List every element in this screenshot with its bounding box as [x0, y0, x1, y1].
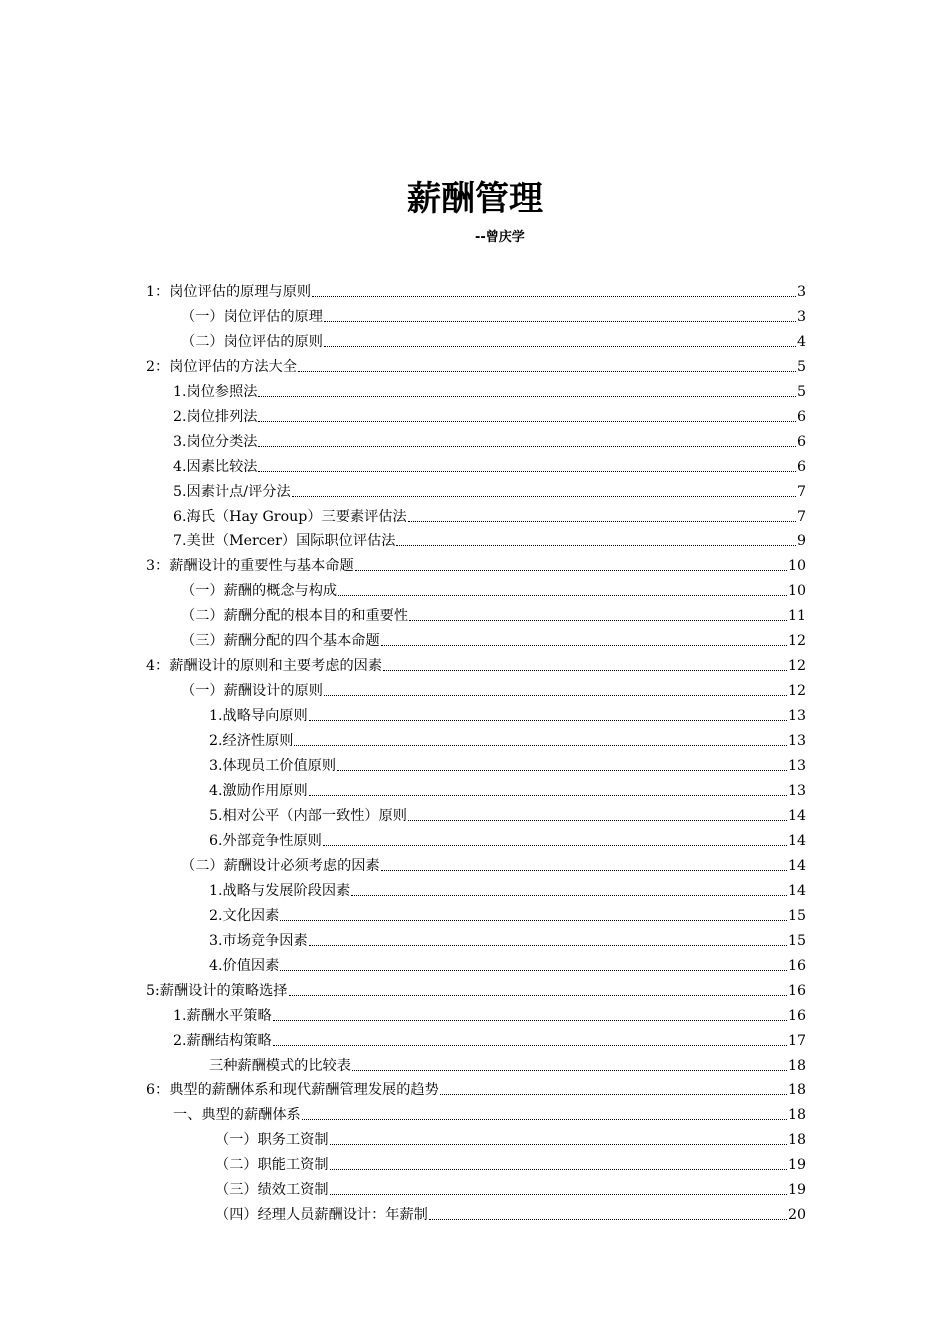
toc-entry[interactable]: [0, 526, 806, 551]
toc-leader-dots: [323, 835, 787, 846]
toc-leader-dots: [408, 511, 796, 522]
toc-entry[interactable]: [0, 1025, 806, 1050]
toc-entry-page-number: 19: [787, 1157, 806, 1174]
toc-entry-page-number: 5: [796, 358, 806, 375]
toc-entry-label: 2.文化因素: [209, 907, 280, 924]
toc-entry-label: 4：薪酬设计的原则和主要考虑的因素: [146, 658, 383, 675]
toc-entry-label: 4.因素比较法: [173, 458, 258, 475]
toc-leader-dots: [298, 361, 796, 372]
toc-entry[interactable]: [0, 825, 806, 850]
toc-entry[interactable]: [0, 1149, 806, 1174]
toc-entry[interactable]: [0, 276, 806, 301]
toc-entry-page-number: 6: [796, 433, 806, 450]
toc-entry-label: 三种薪酬模式的比较表: [209, 1057, 351, 1074]
toc-entry-page-number: 18: [787, 1107, 806, 1124]
toc-leader-dots: [280, 960, 787, 971]
toc-entry-label: 1.战略与发展阶段因素: [209, 882, 351, 899]
page-title: 薪酬管理: [407, 179, 543, 219]
toc-entry-page-number: 7: [796, 508, 806, 525]
toc-entry[interactable]: [0, 1124, 806, 1149]
toc-entry-page-number: 14: [787, 882, 806, 899]
toc-entry[interactable]: [0, 925, 806, 950]
toc-entry-label: 2.经济性原则: [209, 733, 294, 750]
toc-entry[interactable]: [0, 476, 806, 501]
toc-entry[interactable]: [0, 800, 806, 825]
toc-entry-label: （二）职能工资制: [215, 1157, 329, 1174]
toc-entry-label: （一）薪酬的概念与构成: [181, 583, 338, 600]
toc-entry[interactable]: [0, 750, 806, 775]
toc-entry-page-number: 5: [796, 383, 806, 400]
toc-entry-page-number: 13: [787, 783, 806, 800]
toc-entry-page-number: 6: [796, 458, 806, 475]
toc-leader-dots: [381, 635, 787, 646]
toc-leader-dots: [409, 610, 787, 621]
toc-entry[interactable]: [0, 1199, 806, 1224]
toc-entry-label: 5:薪酬设计的策略选择: [146, 982, 288, 999]
toc-entry-page-number: 16: [787, 957, 806, 974]
toc-entry[interactable]: [0, 775, 806, 800]
toc-entry-page-number: 12: [787, 658, 806, 675]
toc-leader-dots: [258, 461, 795, 472]
toc-entry-label: （二）薪酬设计必须考虑的因素: [181, 857, 380, 874]
toc-leader-dots: [352, 1060, 787, 1071]
toc-entry-label: 一、典型的薪酬体系: [173, 1107, 301, 1124]
toc-entry-label: 1：岗位评估的原理与原则: [146, 283, 312, 300]
toc-entry-label: 7.美世（Mercer）国际职位评估法: [173, 533, 396, 550]
toc-entry-label: 1.薪酬水平策略: [173, 1007, 272, 1024]
toc-entry[interactable]: [0, 451, 806, 476]
toc-leader-dots: [292, 486, 796, 497]
toc-leader-dots: [280, 910, 787, 921]
toc-entry[interactable]: [0, 1174, 806, 1199]
toc-leader-dots: [258, 386, 795, 397]
toc-entry-page-number: 12: [787, 683, 806, 700]
toc-entry-page-number: 13: [787, 758, 806, 775]
toc-entry-page-number: 20: [787, 1207, 806, 1224]
toc-leader-dots: [289, 985, 787, 996]
toc-entry-label: 2.岗位排列法: [173, 408, 258, 425]
toc-leader-dots: [338, 585, 787, 596]
toc-leader-dots: [440, 1084, 787, 1095]
toc-leader-dots: [351, 885, 787, 896]
toc-entry-page-number: 16: [787, 982, 806, 999]
toc-entry-page-number: 15: [787, 932, 806, 949]
toc-entry[interactable]: [0, 625, 806, 650]
toc-entry-label: （二）薪酬分配的根本目的和重要性: [181, 608, 409, 625]
toc-leader-dots: [273, 1035, 787, 1046]
toc-entry-page-number: 3: [796, 283, 806, 300]
toc-entry[interactable]: [0, 1075, 806, 1100]
toc-entry[interactable]: [0, 850, 806, 875]
toc-entry-page-number: 14: [787, 807, 806, 824]
toc-entry-page-number: 19: [787, 1182, 806, 1199]
toc-entry-page-number: 18: [787, 1082, 806, 1099]
toc-leader-dots: [324, 685, 787, 696]
toc-entry-label: （一）职务工资制: [215, 1132, 329, 1149]
toc-entry[interactable]: [0, 426, 806, 451]
toc-entry[interactable]: [0, 550, 806, 575]
toc-entry[interactable]: [0, 950, 806, 975]
toc-entry-page-number: 10: [787, 558, 806, 575]
toc-leader-dots: [302, 1109, 787, 1120]
toc-entry-label: 2.薪酬结构策略: [173, 1032, 272, 1049]
toc-entry-label: 3.体现员工价值原则: [209, 758, 337, 775]
toc-leader-dots: [273, 1010, 787, 1021]
toc-entry[interactable]: [0, 650, 806, 675]
toc-leader-dots: [330, 1184, 787, 1195]
toc-entry-page-number: 11: [787, 608, 806, 625]
toc-entry[interactable]: [0, 675, 806, 700]
toc-entry-page-number: 13: [787, 733, 806, 750]
toc-entry-page-number: 18: [787, 1057, 806, 1074]
toc-entry-page-number: 7: [796, 483, 806, 500]
toc-entry-label: 3.岗位分类法: [173, 433, 258, 450]
toc-entry[interactable]: [0, 600, 806, 625]
toc-entry-page-number: 15: [787, 907, 806, 924]
toc-entry-label: 2：岗位评估的方法大全: [146, 358, 297, 375]
toc-entry-page-number: 16: [787, 1007, 806, 1024]
toc-entry-page-number: 9: [796, 533, 806, 550]
toc-leader-dots: [258, 436, 795, 447]
toc-entry-page-number: 10: [787, 583, 806, 600]
toc-leader-dots: [309, 710, 787, 721]
toc-entry[interactable]: [0, 501, 806, 526]
toc-entry-page-number: 14: [787, 832, 806, 849]
toc-entry-label: 3：薪酬设计的重要性与基本命题: [146, 558, 354, 575]
toc-leader-dots: [355, 560, 787, 571]
toc-entry[interactable]: [0, 575, 806, 600]
toc-entry[interactable]: [0, 401, 806, 426]
table-of-contents: [0, 276, 950, 1224]
toc-entry-page-number: 17: [787, 1032, 806, 1049]
toc-entry-page-number: 18: [787, 1132, 806, 1149]
toc-entry-label: （二）岗位评估的原则: [181, 333, 323, 350]
author-line: --曾庆学: [475, 230, 525, 245]
toc-entry-page-number: 13: [787, 708, 806, 725]
toc-entry-page-number: 12: [787, 633, 806, 650]
toc-leader-dots: [324, 311, 796, 322]
toc-leader-dots: [396, 535, 796, 546]
toc-leader-dots: [330, 1134, 787, 1145]
toc-leader-dots: [312, 286, 796, 297]
toc-entry[interactable]: [0, 1050, 806, 1075]
toc-leader-dots: [324, 336, 796, 347]
toc-leader-dots: [294, 735, 786, 746]
toc-entry[interactable]: [0, 875, 806, 900]
toc-entry[interactable]: [0, 301, 806, 326]
toc-entry-label: 1.战略导向原则: [209, 708, 308, 725]
toc-leader-dots: [258, 411, 795, 422]
toc-entry-label: 6：典型的薪酬体系和现代薪酬管理发展的趋势: [146, 1082, 439, 1099]
toc-entry-label: 3.市场竞争因素: [209, 932, 308, 949]
toc-entry[interactable]: [0, 900, 806, 925]
toc-entry[interactable]: [0, 1099, 806, 1124]
toc-entry-label: 6.海氏（Hay Group）三要素评估法: [173, 508, 407, 525]
toc-entry-label: 6.外部竞争性原则: [209, 832, 322, 849]
toc-leader-dots: [309, 935, 787, 946]
toc-entry[interactable]: [0, 725, 806, 750]
toc-leader-dots: [381, 860, 787, 871]
toc-entry-page-number: 4: [796, 333, 806, 350]
toc-entry-label: 4.价值因素: [209, 957, 280, 974]
toc-entry[interactable]: [0, 351, 806, 376]
toc-leader-dots: [330, 1159, 787, 1170]
toc-leader-dots: [309, 785, 787, 796]
toc-entry-label: 1.岗位参照法: [173, 383, 258, 400]
toc-entry[interactable]: [0, 1000, 806, 1025]
toc-entry-label: （三）薪酬分配的四个基本命题: [181, 633, 380, 650]
toc-leader-dots: [337, 760, 787, 771]
toc-entry[interactable]: [0, 975, 806, 1000]
toc-entry-label: （三）绩效工资制: [215, 1182, 329, 1199]
toc-entry-label: （一）岗位评估的原理: [181, 308, 323, 325]
toc-entry-page-number: 6: [796, 408, 806, 425]
toc-entry-label: 4.激励作用原则: [209, 783, 308, 800]
toc-entry-page-number: 14: [787, 857, 806, 874]
toc-entry[interactable]: [0, 376, 806, 401]
toc-entry[interactable]: [0, 700, 806, 725]
toc-entry-label: 5.因素计点/评分法: [173, 483, 291, 500]
toc-entry-page-number: 3: [796, 308, 806, 325]
toc-entry-label: （四）经理人员薪酬设计：年薪制: [215, 1207, 428, 1224]
toc-entry-label: （一）薪酬设计的原则: [181, 683, 323, 700]
toc-entry-label: 5.相对公平（内部一致性）原则: [209, 807, 407, 824]
toc-leader-dots: [383, 660, 787, 671]
toc-leader-dots: [408, 810, 787, 821]
toc-leader-dots: [429, 1209, 787, 1220]
toc-entry[interactable]: [0, 326, 806, 351]
